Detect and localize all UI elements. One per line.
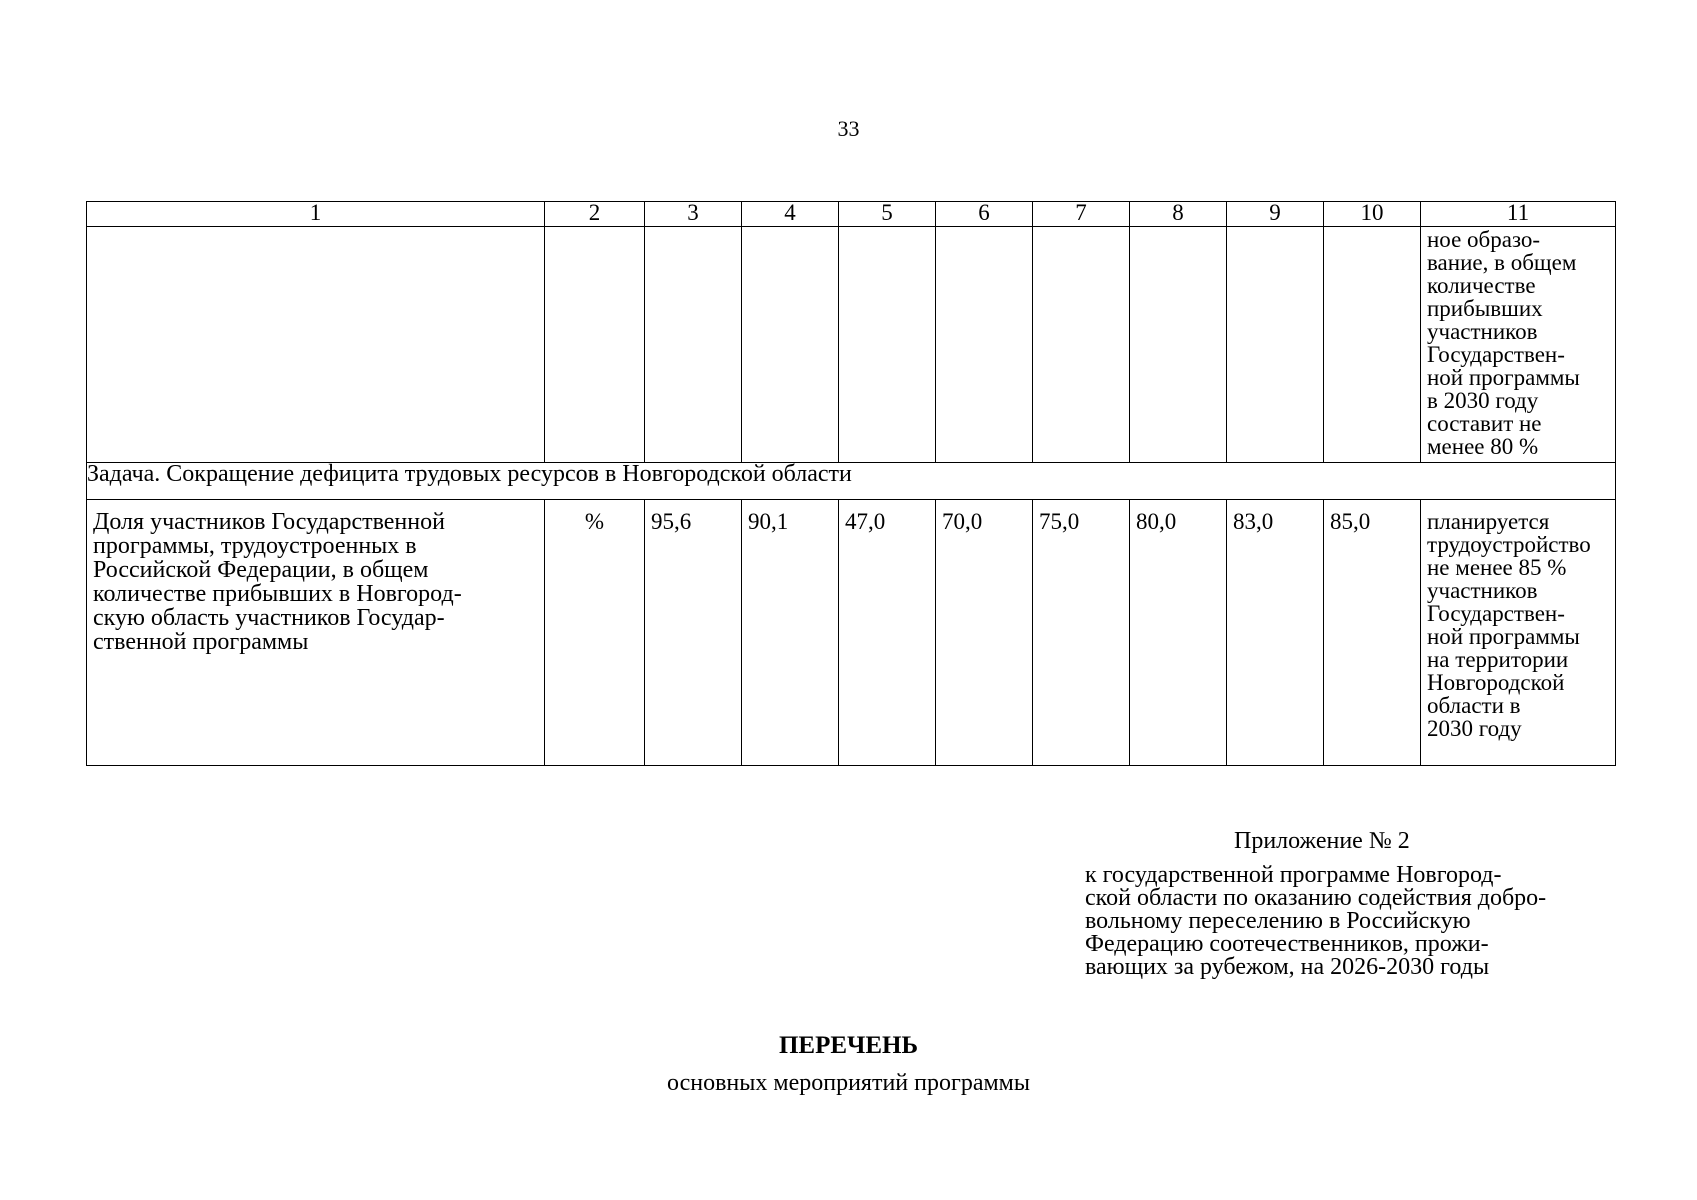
list-title: ПЕРЕЧЕНЬ [778,1032,919,1059]
unit-cell: % [545,500,645,766]
value-cell: 70,0 [936,500,1033,766]
empty-cell [545,227,645,463]
value-cell: 75,0 [1033,500,1130,766]
empty-cell [742,227,839,463]
column-number: 8 [1130,202,1227,227]
column-number: 6 [936,202,1033,227]
column-number: 2 [545,202,645,227]
value-cell: 95,6 [645,500,742,766]
empty-cell [1227,227,1324,463]
value-cell: 80,0 [1130,500,1227,766]
column-number: 4 [742,202,839,227]
empty-cell [645,227,742,463]
empty-cell [1033,227,1130,463]
column-number: 11 [1421,202,1616,227]
empty-cell [87,227,545,463]
empty-cell [936,227,1033,463]
table-row [87,227,1616,463]
value-cell: 47,0 [839,500,936,766]
empty-cell [1130,227,1227,463]
column-number: 10 [1324,202,1421,227]
column-number: 3 [645,202,742,227]
column-number: 9 [1227,202,1324,227]
column-number: 5 [839,202,936,227]
value-cell: 83,0 [1227,500,1324,766]
empty-cell [1324,227,1421,463]
list-subtitle: основных мероприятий программы [667,1070,1030,1096]
continuation-note-cell: ное образо- вание, в общем количестве прибывших участников Государствен- ной программы в 2030 году составит не менее 80 % [1421,227,1616,463]
column-number-row [87,202,1616,227]
empty-cell [839,227,936,463]
column-number: 7 [1033,202,1130,227]
indicator-note-cell: планируется трудоустройство не менее 85 % участников Государствен- ной программы на территории Новгородской области в 2030 году [1421,500,1616,766]
task-label: Задача. Сокращение дефицита трудовых ресурсов в Новгородской области [87,463,1616,500]
appendix-text: к государственной программе Новгород- ской области по оказанию содействия добро- вольному переселению в Российскую Федерацию соотечественников, прожи- вающих за рубежом, на 2026-2030 годы [1085,862,1547,980]
table-row [87,500,1616,766]
page-number: 33 [837,116,860,141]
indicators-table [86,201,1616,766]
appendix-title: Приложение № 2 [1234,828,1410,854]
value-cell: 90,1 [742,500,839,766]
value-cell: 85,0 [1324,500,1421,766]
column-number: 1 [87,202,545,227]
task-row [87,463,1616,500]
indicator-name-cell: Доля участников Государственной программы, трудоустроенных в Российской Федерации, в общем количестве прибывших в Новгород- скую область участников Государ- ственной программы [87,500,545,766]
